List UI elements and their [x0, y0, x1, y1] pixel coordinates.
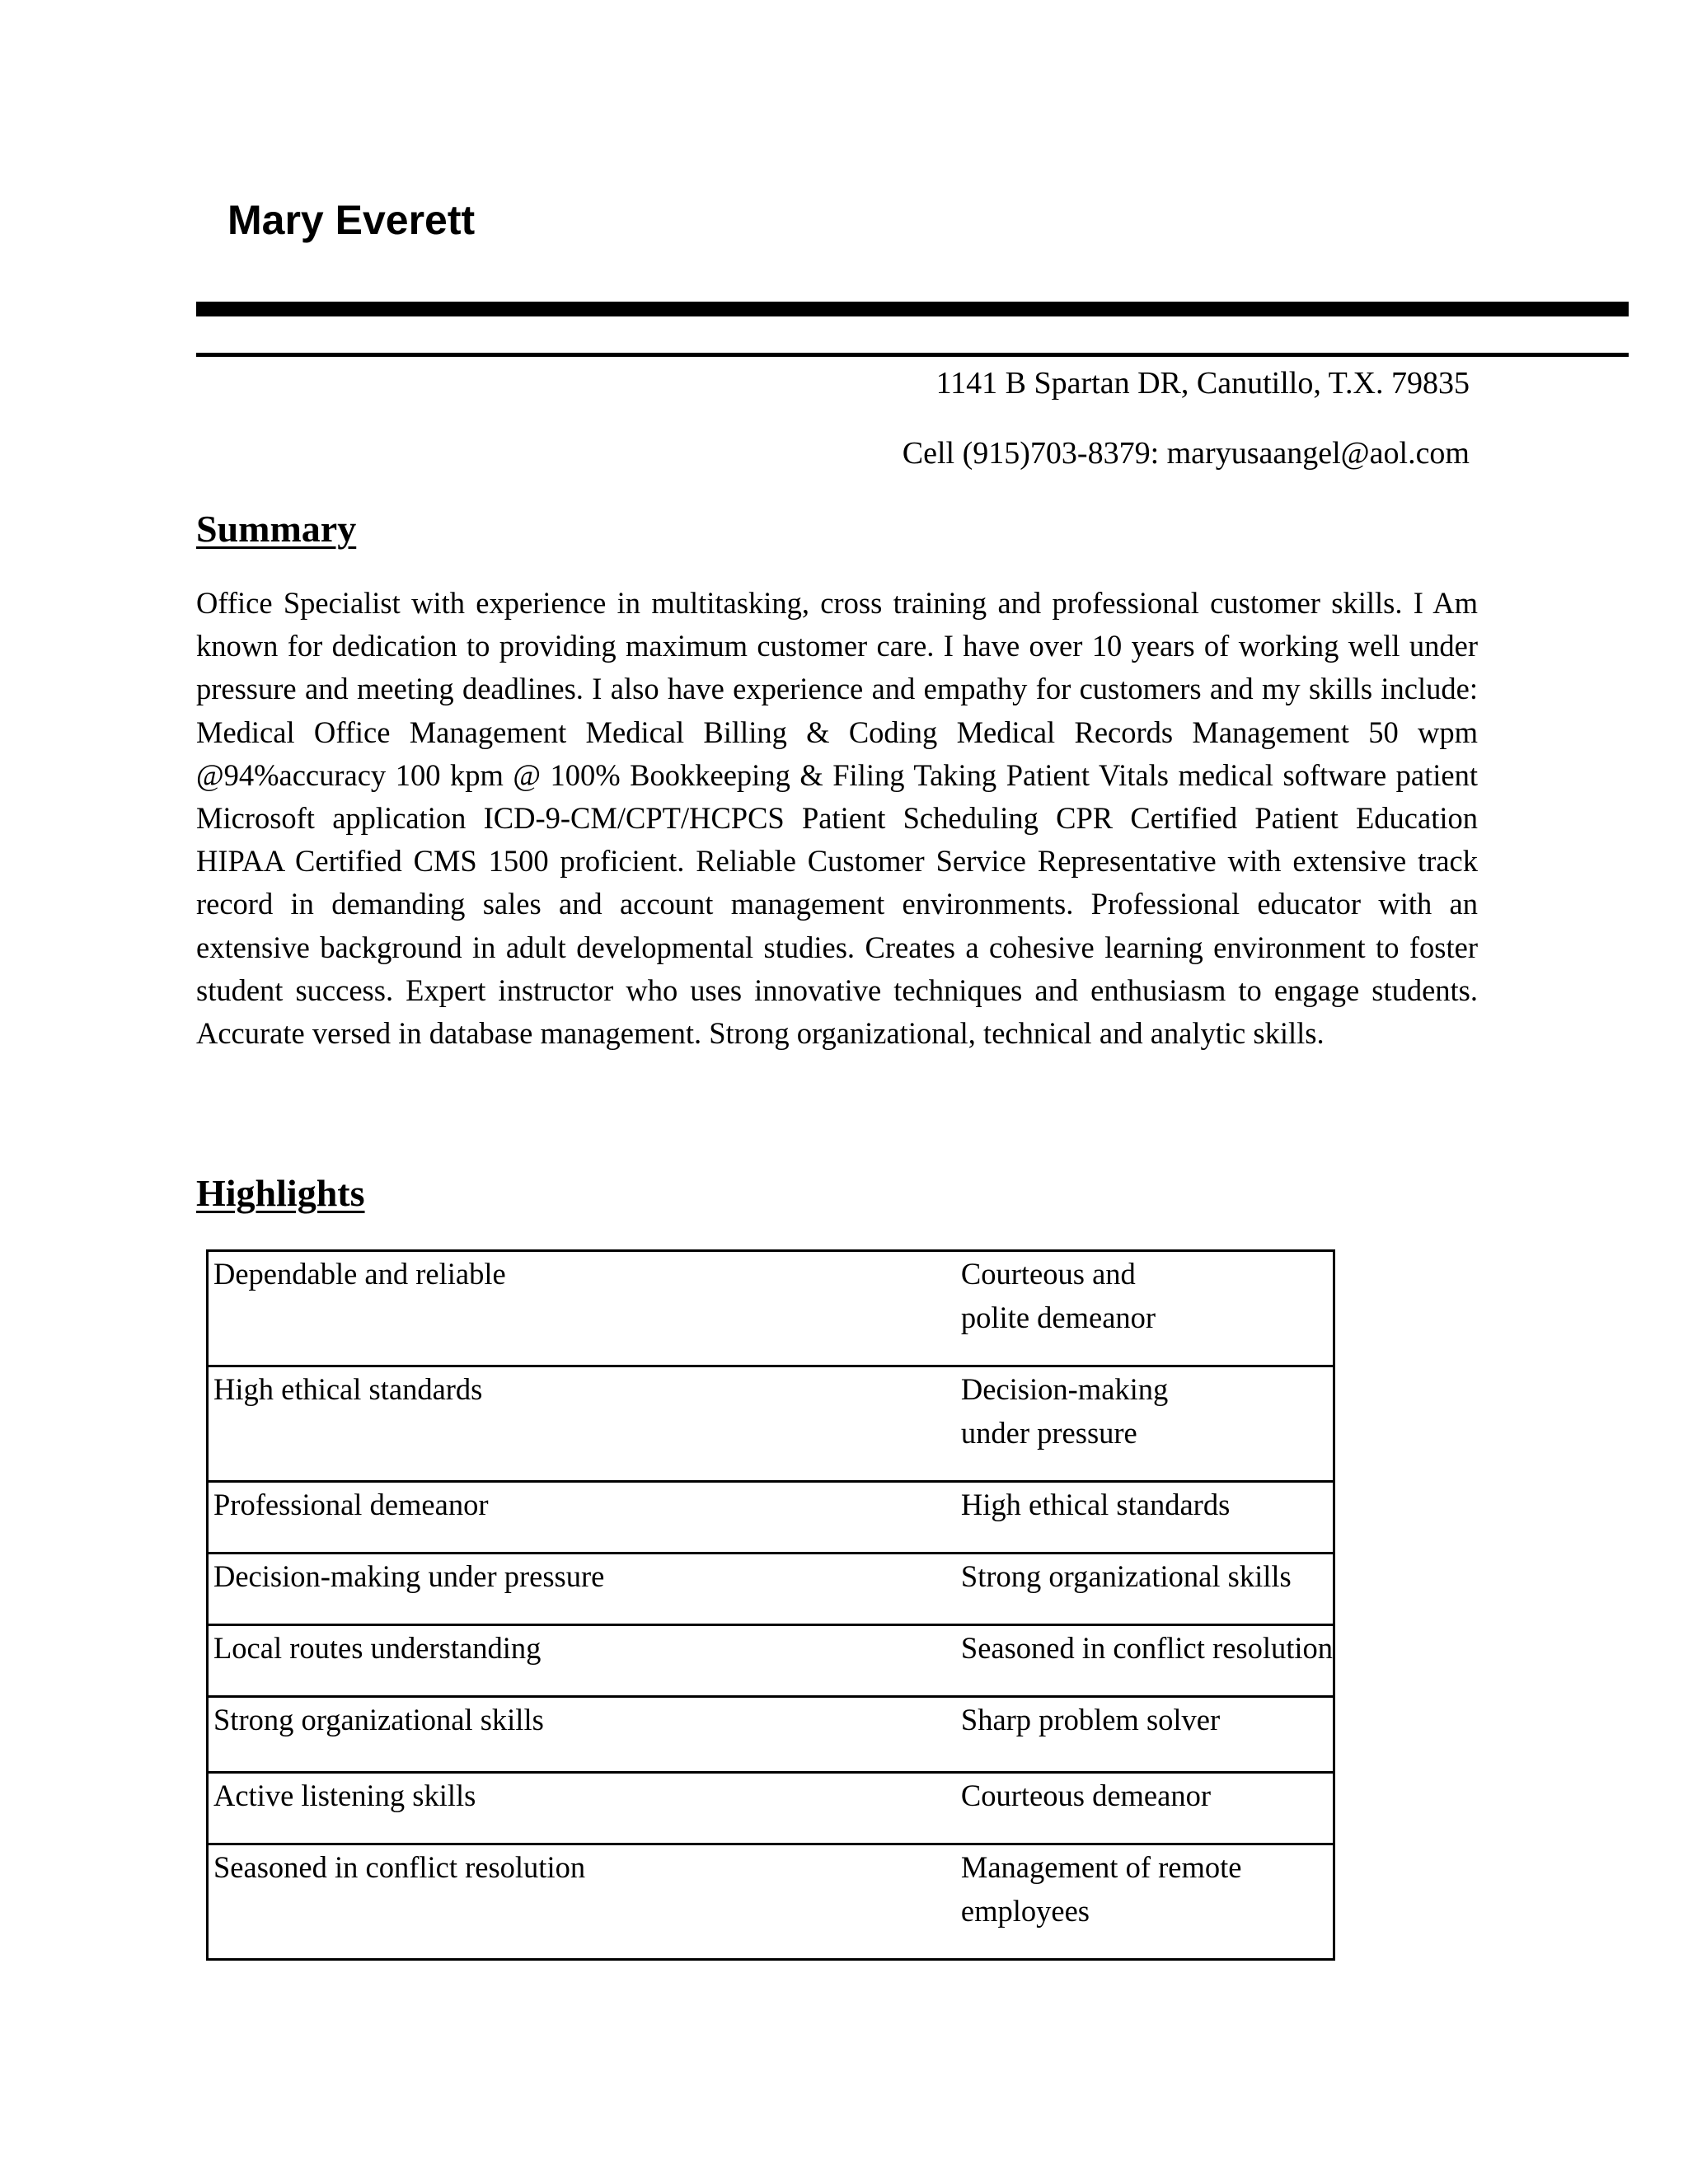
summary-heading: Summary: [196, 508, 357, 550]
highlight-cell: High ethical standards: [912, 1482, 1334, 1554]
highlight-cell: High ethical standards: [208, 1366, 912, 1482]
highlight-cell: Management of remote employees: [912, 1844, 1334, 1960]
highlight-cell: Strong organizational skills: [912, 1554, 1334, 1625]
table-row: [208, 1697, 1334, 1773]
table-row: [208, 1625, 1334, 1697]
highlight-cell: Professional demeanor: [208, 1482, 912, 1554]
table-row: [208, 1482, 1334, 1554]
highlight-cell: Strong organizational skills: [208, 1697, 912, 1773]
table-row: [208, 1251, 1334, 1366]
table-row: [208, 1844, 1334, 1960]
table-row: [208, 1366, 1334, 1482]
table-row: [208, 1773, 1334, 1844]
resume-name: Mary Everett: [227, 197, 476, 243]
highlight-cell: Sharp problem solver: [912, 1697, 1334, 1773]
highlight-cell: Active listening skills: [208, 1773, 912, 1844]
thick-divider: [196, 302, 1629, 316]
highlight-cell: Decision-making under pressure: [208, 1554, 912, 1625]
summary-text: Office Specialist with experience in multitasking, cross training and professional customer skills. I Am known for dedication to providing maximum customer care. I have over 10 years of working well under pressure and meeting deadlines. I also have experience and empathy for customers and my skills include: Medical Office Management Medical Billing & Coding Medical Records Management 50 wpm @94%accuracy 100 kpm @ 100% Bookkeeping & Filing Taking Patient Vitals medical software patient Microsoft application ICD-9-CM/CPT/HCPCS Patient Scheduling CPR Certified Patient Education HIPAA Certified CMS 1500 proficient. Reliable Customer Service Representative with extensive track record in demanding sales and account management environments. Professional educator with an extensive background in adult developmental studies. Creates a cohesive learning environment to foster student success. Expert instructor who uses innovative techniques and enthusiasm to engage students. Accurate versed in database management. Strong organizational, technical and analytic skills.: [196, 586, 1478, 1051]
highlights-heading: Highlights: [196, 1172, 365, 1214]
highlight-cell: Courteous demeanor: [912, 1773, 1334, 1844]
highlight-cell: Decision-making under pressure: [912, 1366, 1334, 1482]
highlight-cell: Dependable and reliable: [213, 1257, 506, 1291]
highlights-table: [206, 1249, 1335, 1961]
thin-divider: [196, 353, 1629, 357]
highlight-cell: Courteous and polite demeanor: [960, 1257, 1156, 1334]
highlight-cell: Local routes understanding: [208, 1625, 912, 1697]
highlight-cell: Seasoned in conflict resolution: [912, 1625, 1334, 1697]
highlight-cell: Seasoned in conflict resolution: [208, 1844, 912, 1960]
table-row: [208, 1554, 1334, 1625]
address-line: 1141 B Spartan DR, Canutillo, T.X. 79835: [935, 366, 1470, 401]
contact-line: Cell (915)703-8379: maryusaangel@aol.com: [902, 436, 1470, 471]
